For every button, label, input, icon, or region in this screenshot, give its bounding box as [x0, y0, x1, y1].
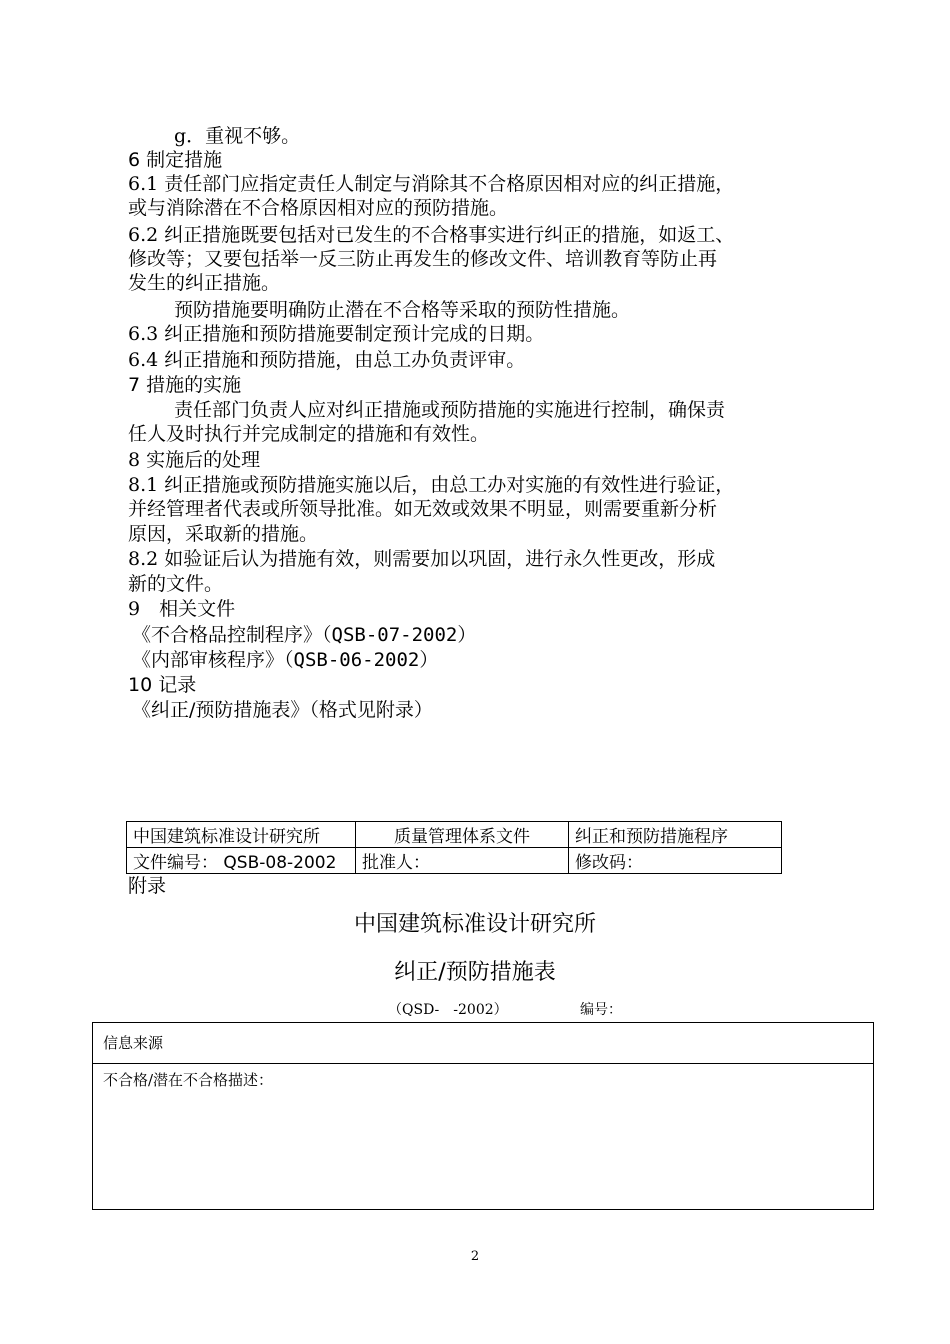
form-code: （QSD- -2002） — [388, 1002, 508, 1018]
form-number-label: 编号： — [580, 1002, 622, 1018]
info-source-cell: 信息来源 — [93, 1023, 874, 1064]
org-name-cell: 中国建筑标准设计研究所 — [127, 822, 356, 848]
approver-cell: 批准人： — [356, 848, 569, 874]
section-heading-9: 9 相关文件 — [128, 598, 236, 620]
paragraph-line: 6.2 纠正措施既要包括对已发生的不合格事实进行纠正的措施，如返工、 — [128, 224, 735, 246]
section-heading-6: 6 制定措施 — [128, 149, 223, 171]
paragraph-line: 任人及时执行并完成制定的措施和有效性。 — [128, 423, 490, 445]
paragraph-line: 6.4 纠正措施和预防措施，由总工办负责评审。 — [128, 349, 526, 371]
paragraph-line: 或与消除潜在不合格原因相对应的预防措施。 — [128, 197, 509, 219]
table-row — [127, 822, 782, 848]
section-heading-8: 8 实施后的处理 — [128, 449, 261, 471]
revision-code-cell: 修改码： — [569, 848, 782, 874]
paragraph-line: 发生的纠正措施。 — [128, 272, 281, 294]
paragraph-line: 6.3 纠正措施和预防措施要制定预计完成的日期。 — [128, 323, 545, 345]
doc-number-cell: 文件编号： QSB-08-2002 — [127, 848, 356, 874]
paragraph-line: 6.1 责任部门应指定责任人制定与消除其不合格原因相对应的纠正措施， — [128, 173, 735, 195]
paragraph-line: 8.1 纠正措施或预防措施实施以后，由总工办对实施的有效性进行验证， — [128, 474, 735, 496]
nonconformity-description-cell: 不合格/潜在不合格描述： — [93, 1064, 874, 1210]
table-row — [127, 848, 782, 874]
section-heading-7: 7 措施的实施 — [128, 374, 242, 396]
form-title: 纠正/预防措施表 — [394, 960, 556, 985]
paragraph-line: 并经管理者代表或所领导批准。如无效或效果不明显，则需要重新分析 — [128, 498, 718, 520]
appendix-label: 附录 — [128, 875, 167, 897]
list-item-g: g．重视不够。 — [174, 125, 301, 147]
record-item: 《纠正/预防措施表》（格式见附录） — [132, 699, 433, 721]
paragraph-line: 修改等；又要包括举一反三防止再发生的修改文件、培训教育等防止再 — [128, 248, 718, 270]
paragraph-line: 8.2 如验证后认为措施有效，则需要加以巩固，进行永久性更改，形成 — [128, 548, 716, 570]
document-header-table — [126, 821, 782, 874]
form-org-title: 中国建筑标准设计研究所 — [353, 912, 596, 937]
paragraph-line: 新的文件。 — [128, 573, 224, 595]
related-doc: 《不合格品控制程序》（QSB-07-2002） — [132, 624, 477, 646]
doc-type-cell: 质量管理体系文件 — [356, 822, 569, 848]
table-row — [93, 1064, 874, 1210]
corrective-action-form-table — [92, 1022, 874, 1210]
page-number: 2 — [470, 1249, 480, 1264]
paragraph-line: 预防措施要明确防止潜在不合格等采取的预防性措施。 — [174, 299, 631, 321]
paragraph-line: 责任部门负责人应对纠正措施或预防措施的实施进行控制，确保责 — [174, 399, 726, 421]
section-heading-10: 10 记录 — [128, 674, 197, 696]
table-row — [93, 1023, 874, 1064]
paragraph-line: 原因，采取新的措施。 — [128, 523, 319, 545]
related-doc: 《内部审核程序》（QSB-06-2002） — [132, 649, 439, 671]
procedure-name-cell: 纠正和预防措施程序 — [569, 822, 782, 848]
